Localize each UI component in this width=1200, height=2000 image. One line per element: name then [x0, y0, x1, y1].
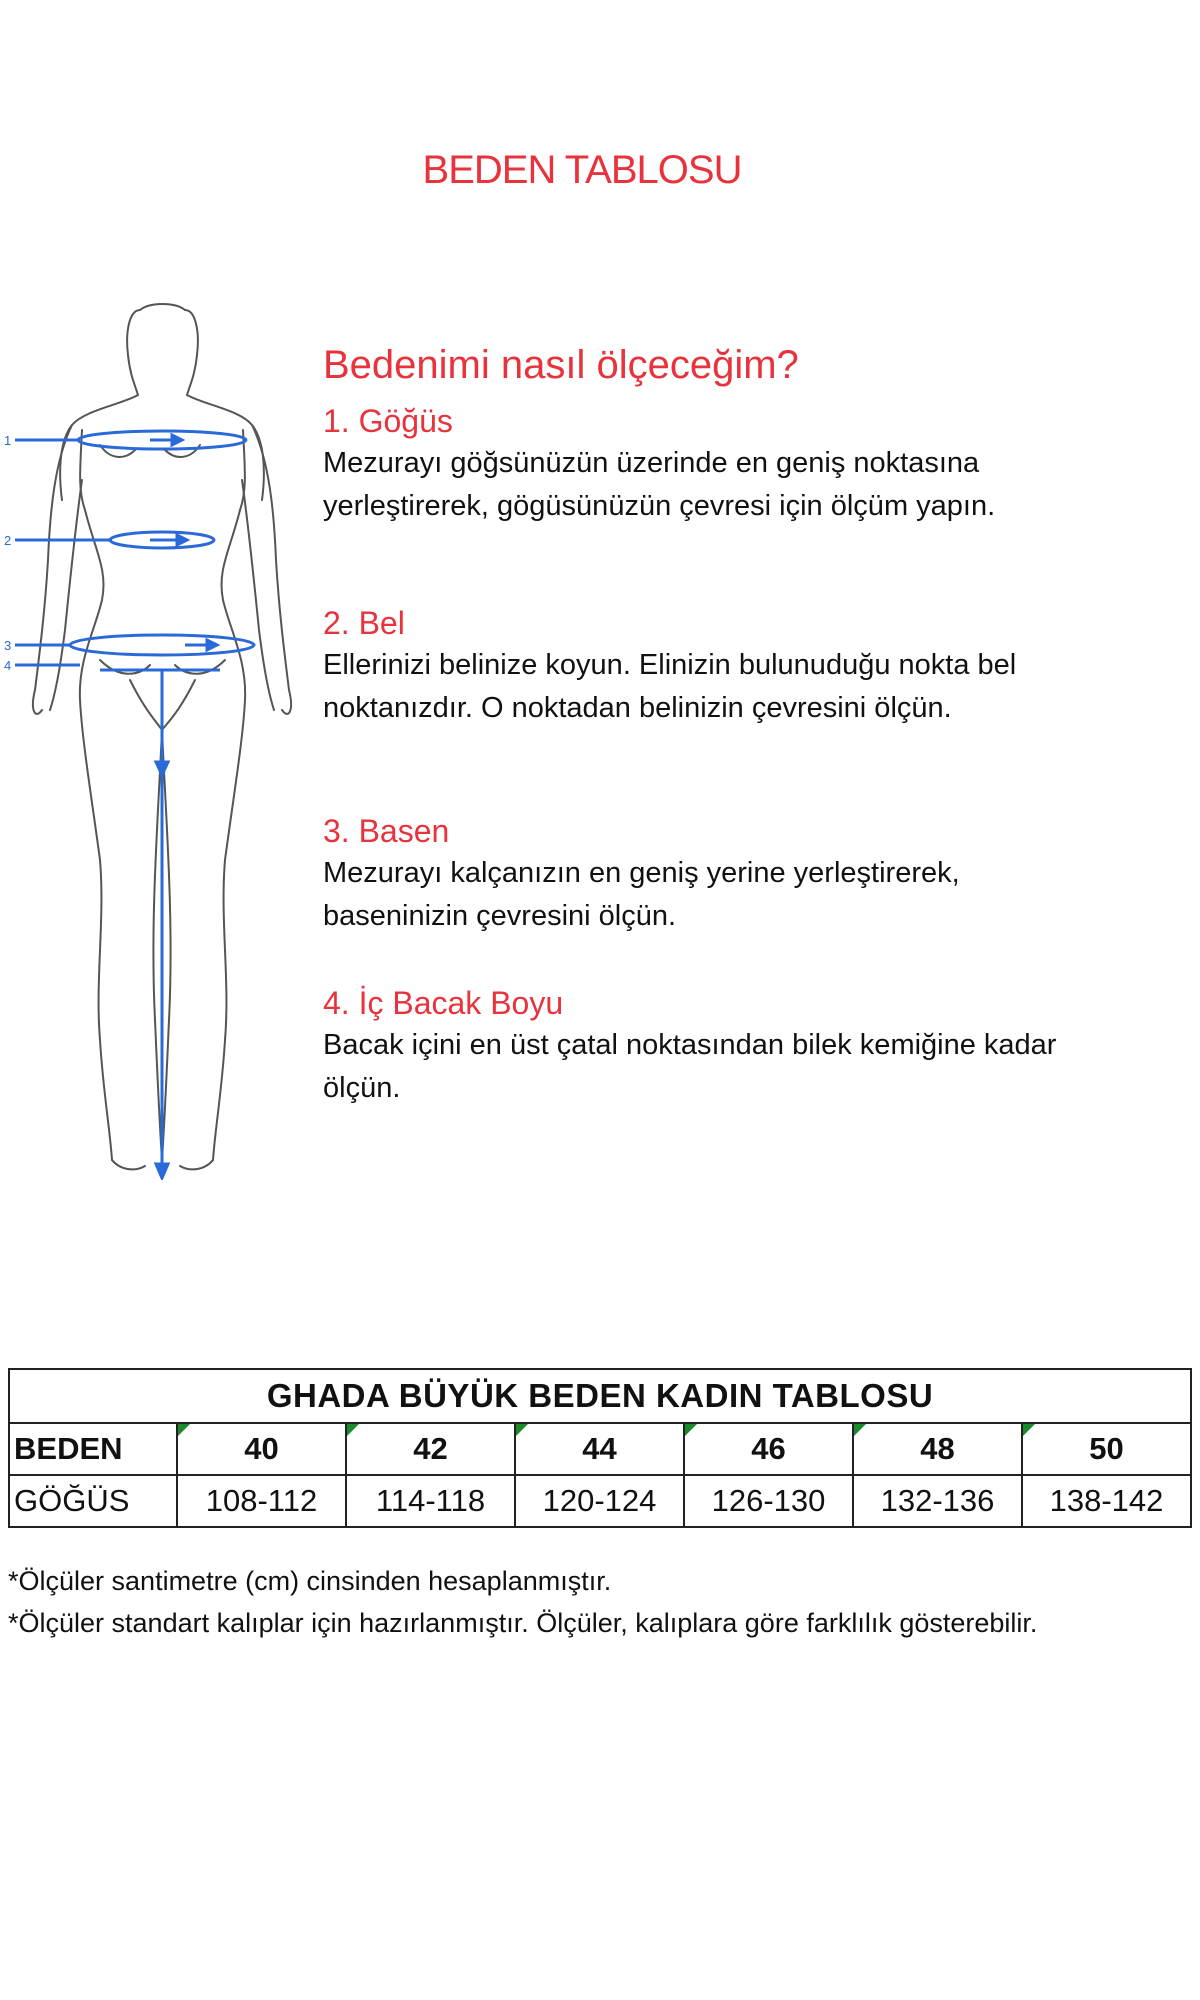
marker-1: 1 — [4, 433, 12, 448]
corner-mark — [1023, 1424, 1035, 1436]
step-title: 4. İç Bacak Boyu — [323, 985, 564, 1021]
step-text: Mezurayı kalçanızın en geniş yerine yerleştirerek, — [323, 857, 960, 889]
body-measurement-figure — [0, 300, 300, 1180]
corner-mark — [516, 1424, 528, 1436]
marker-3: 3 — [4, 638, 12, 653]
table-title: GHADA BÜYÜK BEDEN KADIN TABLOSU — [9, 1369, 1191, 1423]
corner-mark — [854, 1424, 866, 1436]
step-text: baseninizin çevresini ölçün. — [323, 900, 677, 932]
size-table — [8, 1368, 1192, 1528]
step-text: noktanızdır. O noktadan belinizin çevresini ölçün. — [323, 692, 952, 724]
note-disclaimer: *Ölçüler standart kalıplar için hazırlanmıştır. Ölçüler, kalıplara göre farklılık gösterebilir. — [8, 1608, 1038, 1638]
step-text: ölçün. — [323, 1072, 401, 1104]
size-cell: 48 — [853, 1423, 1022, 1475]
corner-mark — [685, 1424, 697, 1436]
corner-mark — [347, 1424, 359, 1436]
step-chest — [323, 400, 1183, 528]
step-text: Bacak içini en üst çatal noktasından bilek kemiğine kadar — [323, 1029, 1057, 1061]
size-row-label: BEDEN — [9, 1423, 177, 1475]
chest-cell: 108-112 — [177, 1475, 346, 1527]
table-row-sizes — [9, 1423, 1191, 1475]
step-title: 3. Basen — [323, 813, 450, 849]
chest-row-label: GÖĞÜS — [9, 1475, 177, 1527]
marker-2: 2 — [4, 533, 12, 548]
notes — [8, 1560, 1192, 1644]
chest-cell: 120-124 — [515, 1475, 684, 1527]
step-waist — [323, 602, 1183, 730]
step-title: 1. Göğüs — [323, 403, 453, 439]
size-cell: 40 — [177, 1423, 346, 1475]
note-units: *Ölçüler santimetre (cm) cinsinden hesaplanmıştır. — [8, 1566, 612, 1596]
chest-cell: 132-136 — [853, 1475, 1022, 1527]
size-cell: 46 — [684, 1423, 853, 1475]
step-text: Ellerinizi belinize koyun. Elinizin bulunuduğu nokta bel — [323, 649, 1017, 681]
size-cell: 50 — [1022, 1423, 1191, 1475]
chest-cell: 126-130 — [684, 1475, 853, 1527]
corner-mark — [178, 1424, 190, 1436]
instructions-question: Bedenimi nasıl ölçeceğim? — [323, 343, 799, 387]
measurement-instructions — [323, 340, 1183, 1104]
chest-cell: 114-118 — [346, 1475, 515, 1527]
size-cell: 42 — [346, 1423, 515, 1475]
step-text: yerleştirerek, gögüsünüzün çevresi için ölçüm yapın. — [323, 490, 996, 522]
step-hip — [323, 810, 1183, 938]
size-cell: 44 — [515, 1423, 684, 1475]
marker-4: 4 — [4, 658, 12, 673]
step-text: Mezurayı göğsünüzün üzerinde en geniş noktasına — [323, 447, 980, 479]
page-title: BEDEN TABLOSU — [422, 148, 742, 192]
chest-cell: 138-142 — [1022, 1475, 1191, 1527]
step-inseam — [323, 982, 1183, 1110]
table-row-chest — [9, 1475, 1191, 1527]
step-title: 2. Bel — [323, 605, 405, 641]
